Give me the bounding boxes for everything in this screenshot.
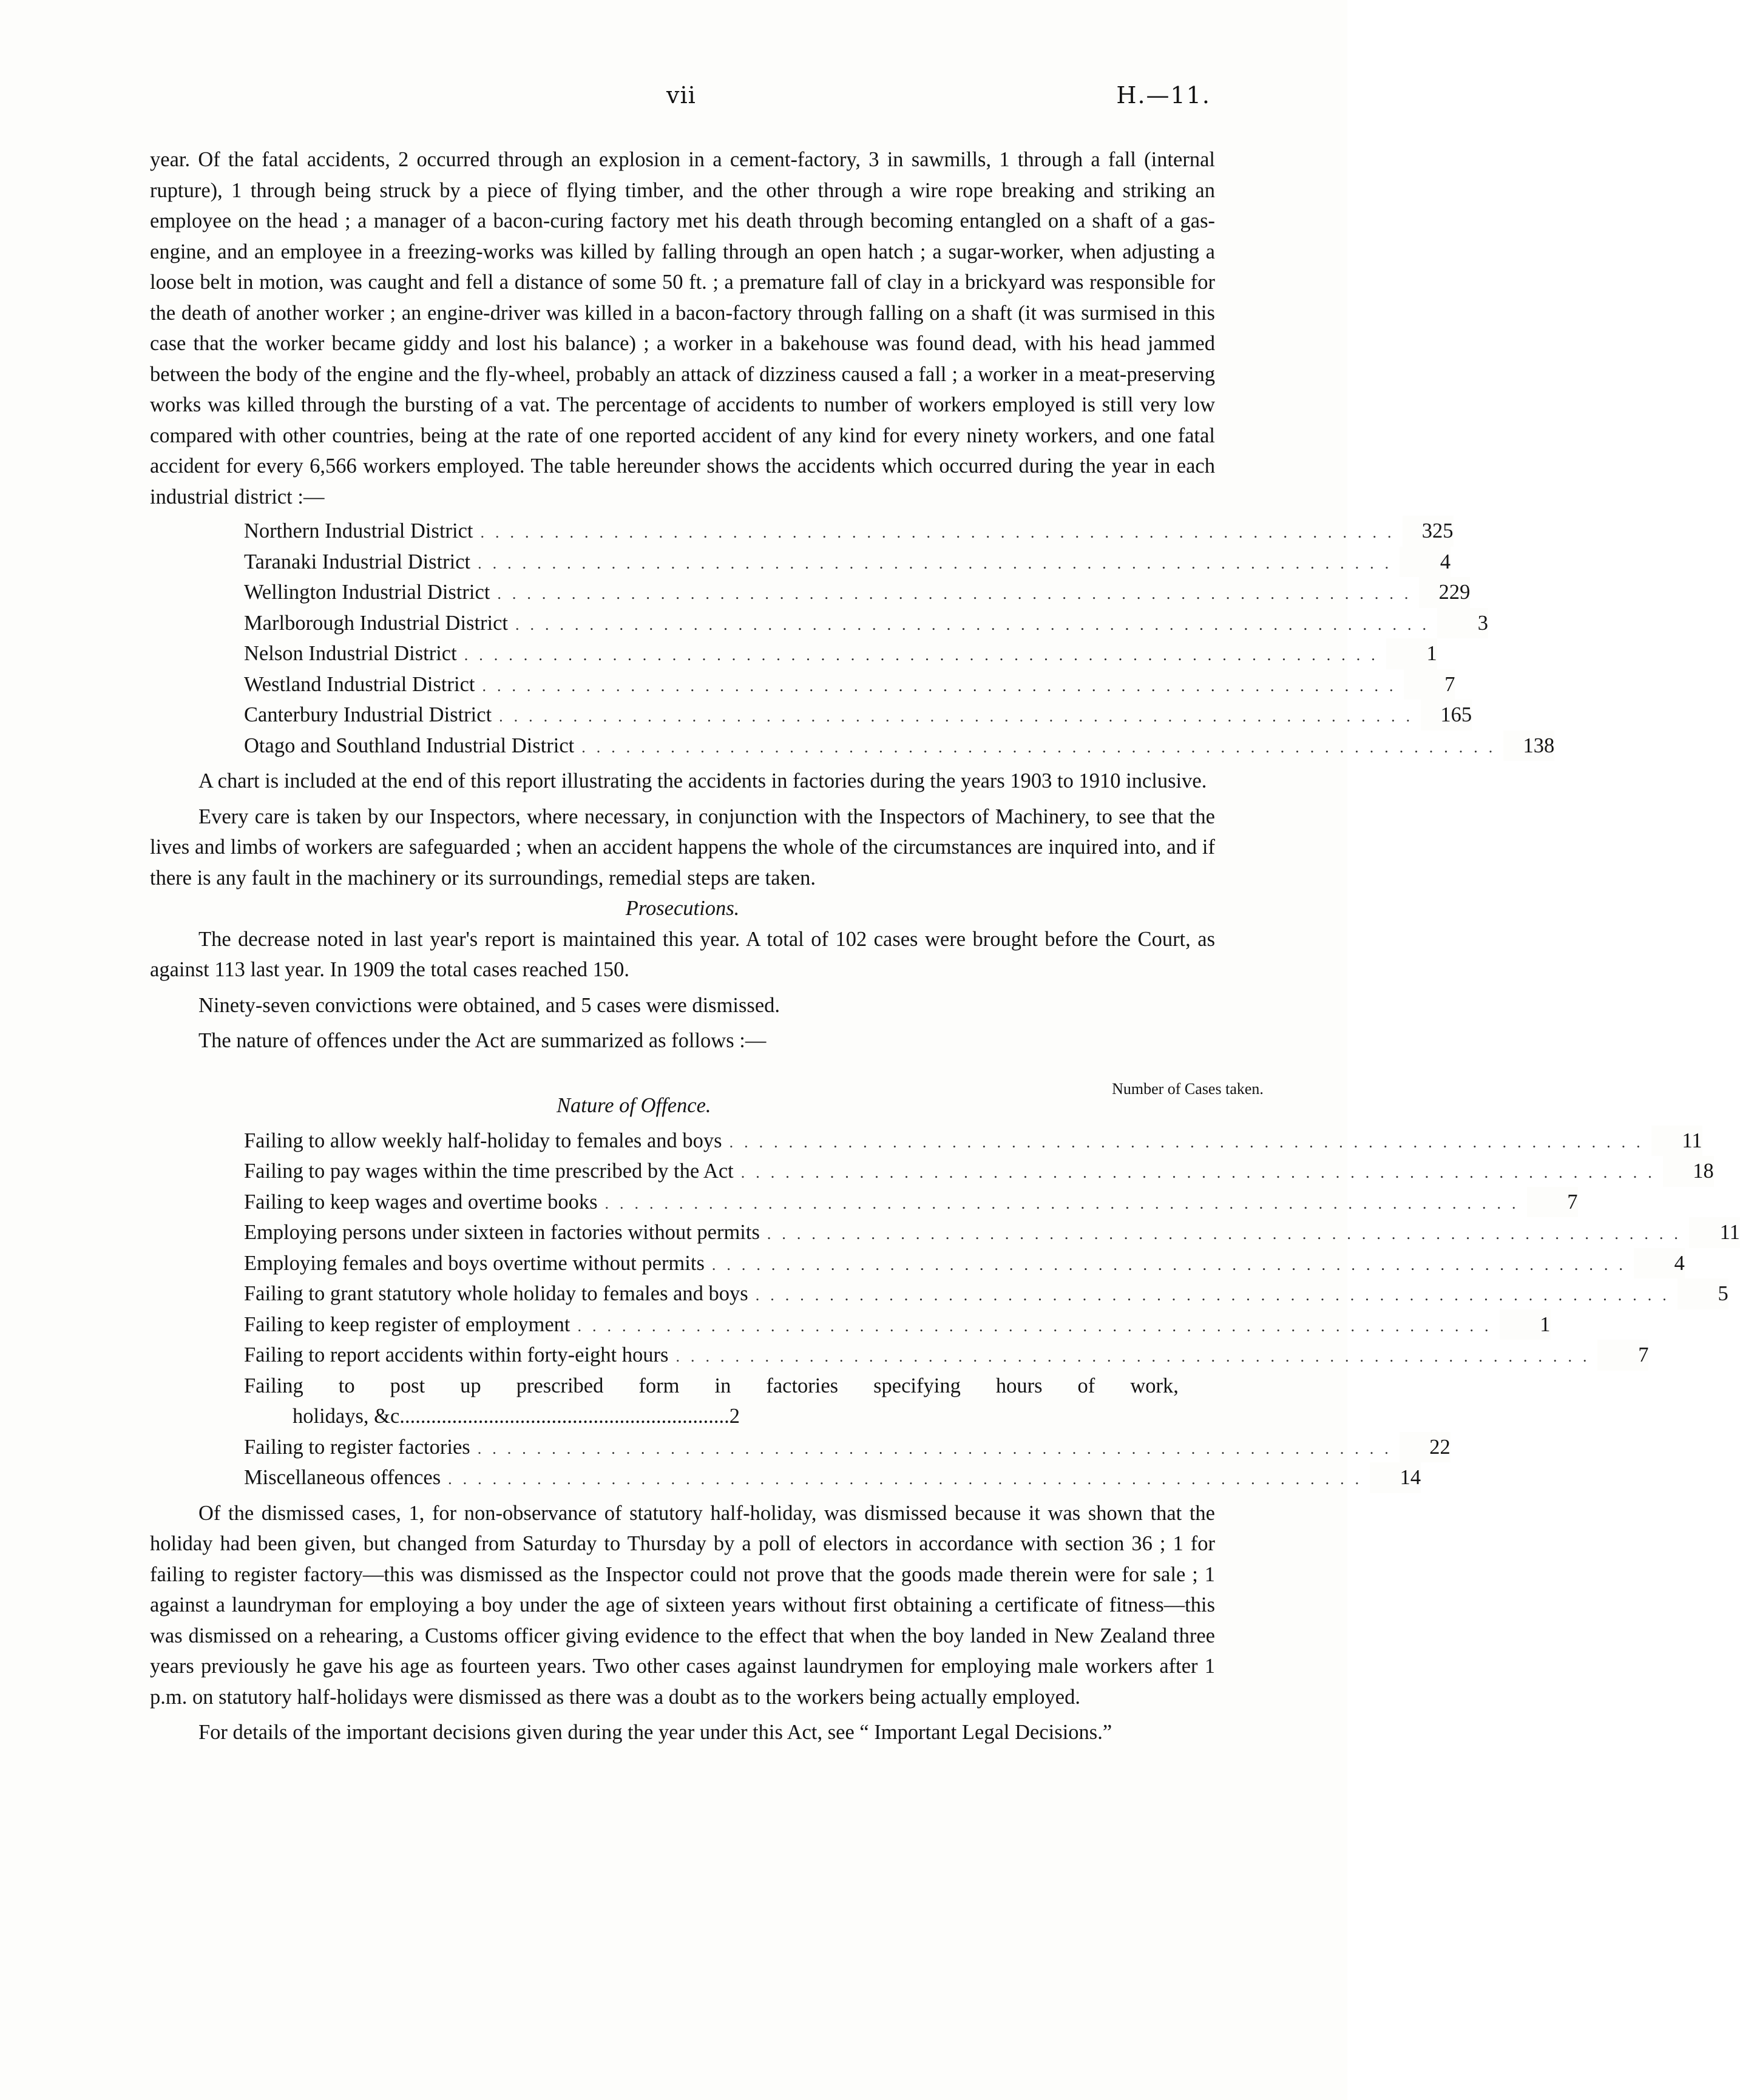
table-row xyxy=(244,1340,1649,1371)
table-row xyxy=(244,1217,1740,1248)
district-value: 165 xyxy=(1421,700,1472,731)
offence-name: Miscellaneous offences xyxy=(244,1462,448,1493)
districts-table xyxy=(244,516,1555,761)
table-row xyxy=(244,547,1451,578)
paragraph-dismissed-cases: Of the dismissed cases, 1, for non-observance of statutory half-holiday, was dismissed because it was shown that the holiday had been given, but changed from Saturday to Thursday by a poll of electors in accordance with section 36 ; 1 for failing to register factory—this was dismissed as the Inspector could not prove that the goods made therein were for sale ; 1 against a laundryman for employing a boy under the age of sixteen years without first obtaining a certificate of fitness—this was dismissed on a rehearing, a Customs officer giving evidence to the effect that when the boy landed in New Zealand three years previously he gave his age as fourteen years. Two other cases against laundrymen for employing male workers after 1 p.m. on statutory half-holidays were dismissed as there was a doubt as to the workers being actually employed. xyxy=(150,1501,1215,1709)
offence-name-continued: holidays, &c. xyxy=(293,1405,405,1428)
word: specifying xyxy=(873,1374,961,1397)
table-row xyxy=(244,638,1437,669)
paragraph-decrease: The decrease noted in last year's report is maintained this year. A total of 102 cases were brought before the Court, as against 113 last year. In 1909 the total cases reached 150. xyxy=(150,927,1215,981)
district-name: Nelson Industrial District xyxy=(244,638,464,669)
leader-dots: .............................................................. xyxy=(604,1194,1527,1212)
offence-value: 4 xyxy=(1634,1248,1685,1279)
table-row xyxy=(244,1126,1702,1156)
leader-dots: .............................................................. xyxy=(404,1405,730,1428)
offence-name: Failing to pay wages within the time prescribed by the Act xyxy=(244,1156,741,1187)
district-name: Westland Industrial District xyxy=(244,669,482,700)
offences-table xyxy=(244,1126,1740,1493)
table-row xyxy=(244,1462,1421,1493)
table-row xyxy=(244,1187,1578,1218)
offence-value: 5 xyxy=(1677,1278,1728,1309)
table-row xyxy=(244,669,1455,700)
table-row xyxy=(244,608,1489,639)
word: up xyxy=(460,1374,481,1397)
district-value: 4 xyxy=(1400,547,1451,578)
leader-dots: .............................................................. xyxy=(581,738,1504,756)
word: form xyxy=(638,1374,680,1397)
word: Failing xyxy=(244,1374,303,1397)
district-name: Northern Industrial District xyxy=(244,516,481,547)
offence-name: Failing to register factories xyxy=(244,1432,478,1463)
body-text xyxy=(150,144,1740,1748)
district-value: 138 xyxy=(1503,731,1554,761)
leader-dots: .............................................................. xyxy=(448,1470,1370,1488)
wrapped-row-second-line xyxy=(244,1401,1273,1432)
offence-value: 14 xyxy=(1370,1462,1421,1493)
leader-dots: .............................................................. xyxy=(482,677,1404,695)
leader-dots: .............................................................. xyxy=(464,646,1386,664)
leader-dots: .............................................................. xyxy=(675,1348,1598,1365)
offence-value: 18 xyxy=(1663,1156,1714,1187)
word: prescribed xyxy=(516,1374,604,1397)
prosecutions-heading: Prosecutions. xyxy=(625,897,740,920)
offence-name: Failing to grant statutory whole holiday to females and boys xyxy=(244,1278,756,1309)
leader-dots: .............................................................. xyxy=(767,1225,1689,1243)
district-value: 229 xyxy=(1419,577,1470,608)
paragraph-nature-intro: The nature of offences under the Act are summarized as follows :— xyxy=(198,1029,767,1052)
district-name: Taranaki Industrial District xyxy=(244,547,478,578)
offence-name: Failing to keep wages and overtime books xyxy=(244,1187,605,1218)
district-value: 3 xyxy=(1437,608,1488,639)
leader-dots: .............................................................. xyxy=(480,524,1403,541)
district-value: 1 xyxy=(1386,638,1437,669)
table-row xyxy=(244,700,1472,731)
table-row xyxy=(244,1432,1451,1463)
column-header-cases: Number of Cases taken. xyxy=(1112,1079,1264,1098)
word: hours xyxy=(995,1374,1043,1397)
leader-dots: .............................................................. xyxy=(755,1286,1677,1304)
table-row xyxy=(244,577,1471,608)
offence-value: 7 xyxy=(1597,1340,1648,1371)
column-header-nature: Nature of Offence. xyxy=(557,1093,711,1117)
table-row xyxy=(244,1278,1728,1309)
offence-name: Failing to keep register of employment xyxy=(244,1309,578,1340)
offence-value: 11 xyxy=(1689,1217,1740,1248)
offence-value: 11 xyxy=(1651,1126,1702,1156)
table-row xyxy=(244,1309,1551,1340)
table-row-wrapped xyxy=(244,1371,1273,1432)
offence-name: Failing to allow weekly half-holiday to females and boys xyxy=(244,1126,730,1156)
word: post xyxy=(390,1374,425,1397)
report-code: H.—11. xyxy=(1116,82,1211,109)
offence-value: 7 xyxy=(1527,1187,1578,1218)
district-name: Canterbury Industrial District xyxy=(244,700,499,731)
district-value: 325 xyxy=(1403,516,1454,547)
wrapped-row-first-line xyxy=(244,1371,1179,1402)
leader-dots: .............................................................. xyxy=(497,585,1420,603)
offence-value: 22 xyxy=(1400,1432,1451,1463)
offence-value: 2 xyxy=(729,1405,740,1428)
word: in xyxy=(714,1374,731,1397)
table-row xyxy=(244,1156,1714,1187)
offence-name: Employing females and boys overtime without permits xyxy=(244,1248,712,1279)
page-header xyxy=(0,82,1347,118)
table-row xyxy=(244,516,1454,547)
leader-dots: .............................................................. xyxy=(477,1439,1400,1457)
paragraph-inspectors: Every care is taken by our Inspectors, where necessary, in conjunction with the Inspectors of Machinery, to see that the lives and limbs of workers are safeguarded ; when an accident happens the whole of the circumstances are inquired into, and if there is any fault in the machinery or its surroundings, remedial steps are taken. xyxy=(150,805,1215,890)
word: work, xyxy=(1130,1374,1179,1397)
offences-table-header xyxy=(244,1077,1273,1126)
district-name: Wellington Industrial District xyxy=(244,577,497,608)
district-name: Marlborough Industrial District xyxy=(244,608,515,639)
leader-dots: .............................................................. xyxy=(711,1255,1634,1274)
offence-value: 1 xyxy=(1500,1309,1551,1340)
leader-dots: .............................................................. xyxy=(515,615,1438,633)
leader-dots: .............................................................. xyxy=(499,707,1421,725)
page-number: vii xyxy=(666,82,696,109)
paragraph-legal-decisions: For details of the important decisions given during the year under this Act, see “ Important Legal Decisions.” xyxy=(198,1721,1112,1744)
district-name: Otago and Southland Industrial District xyxy=(244,731,581,761)
leader-dots: .............................................................. xyxy=(740,1164,1663,1181)
paragraph-convictions: Ninety-seven convictions were obtained, and 5 cases were dismissed. xyxy=(198,993,780,1017)
paragraph-fatal-accidents: year. Of the fatal accidents, 2 occurred through an explosion in a cement-factory, 3 in sawmills, 1 through a fall (internal rupture), 1 through being struck by a piece of flying timber, and the other through a wire rope breaking and striking an employee on the head ; a manager of a bacon-curing factory met his death through becoming entangled on a shaft of a gas-engine, and an employee in a freezing-works was killed by falling through an open hatch ; a sugar-worker, when adjusting a loose belt in motion, was caught and fell a distance of some 50 ft. ; a premature fall of clay in a brickyard was responsible for the death of another worker ; an engine-driver was killed in a bacon-factory through falling on a shaft (it was surmised in this case that the worker became giddy and lost his balance) ; a worker in a bakehouse was found dead, with his head jammed between the body of the engine and the fly-wheel, probably an attack of dizziness caused a fall ; a worker in a meat-preserving works was killed through the bursting of a vat. The percentage of accidents to number of workers employed is still very low compared with other countries, being at the rate of one reported accident of any kind for every ninety workers, and one fatal accident for every 6,566 workers employed. The table hereunder shows the accidents which occurred during the year in each industrial district :— xyxy=(150,148,1215,508)
word: of xyxy=(1077,1374,1095,1397)
offence-name: Employing persons under sixteen in factories without permits xyxy=(244,1217,767,1248)
word: to xyxy=(338,1374,355,1397)
district-value: 7 xyxy=(1404,669,1455,700)
offence-name: Failing to report accidents within forty-eight hours xyxy=(244,1340,675,1371)
leader-dots: .............................................................. xyxy=(478,554,1400,572)
leader-dots: .............................................................. xyxy=(729,1133,1651,1151)
word: factories xyxy=(766,1374,839,1397)
table-row xyxy=(244,731,1555,761)
paragraph-chart-note: A chart is included at the end of this report illustrating the accidents in factories during the years 1903 to 1910 inclusive. xyxy=(198,769,1207,792)
leader-dots: .............................................................. xyxy=(577,1317,1500,1335)
table-row xyxy=(244,1248,1685,1279)
